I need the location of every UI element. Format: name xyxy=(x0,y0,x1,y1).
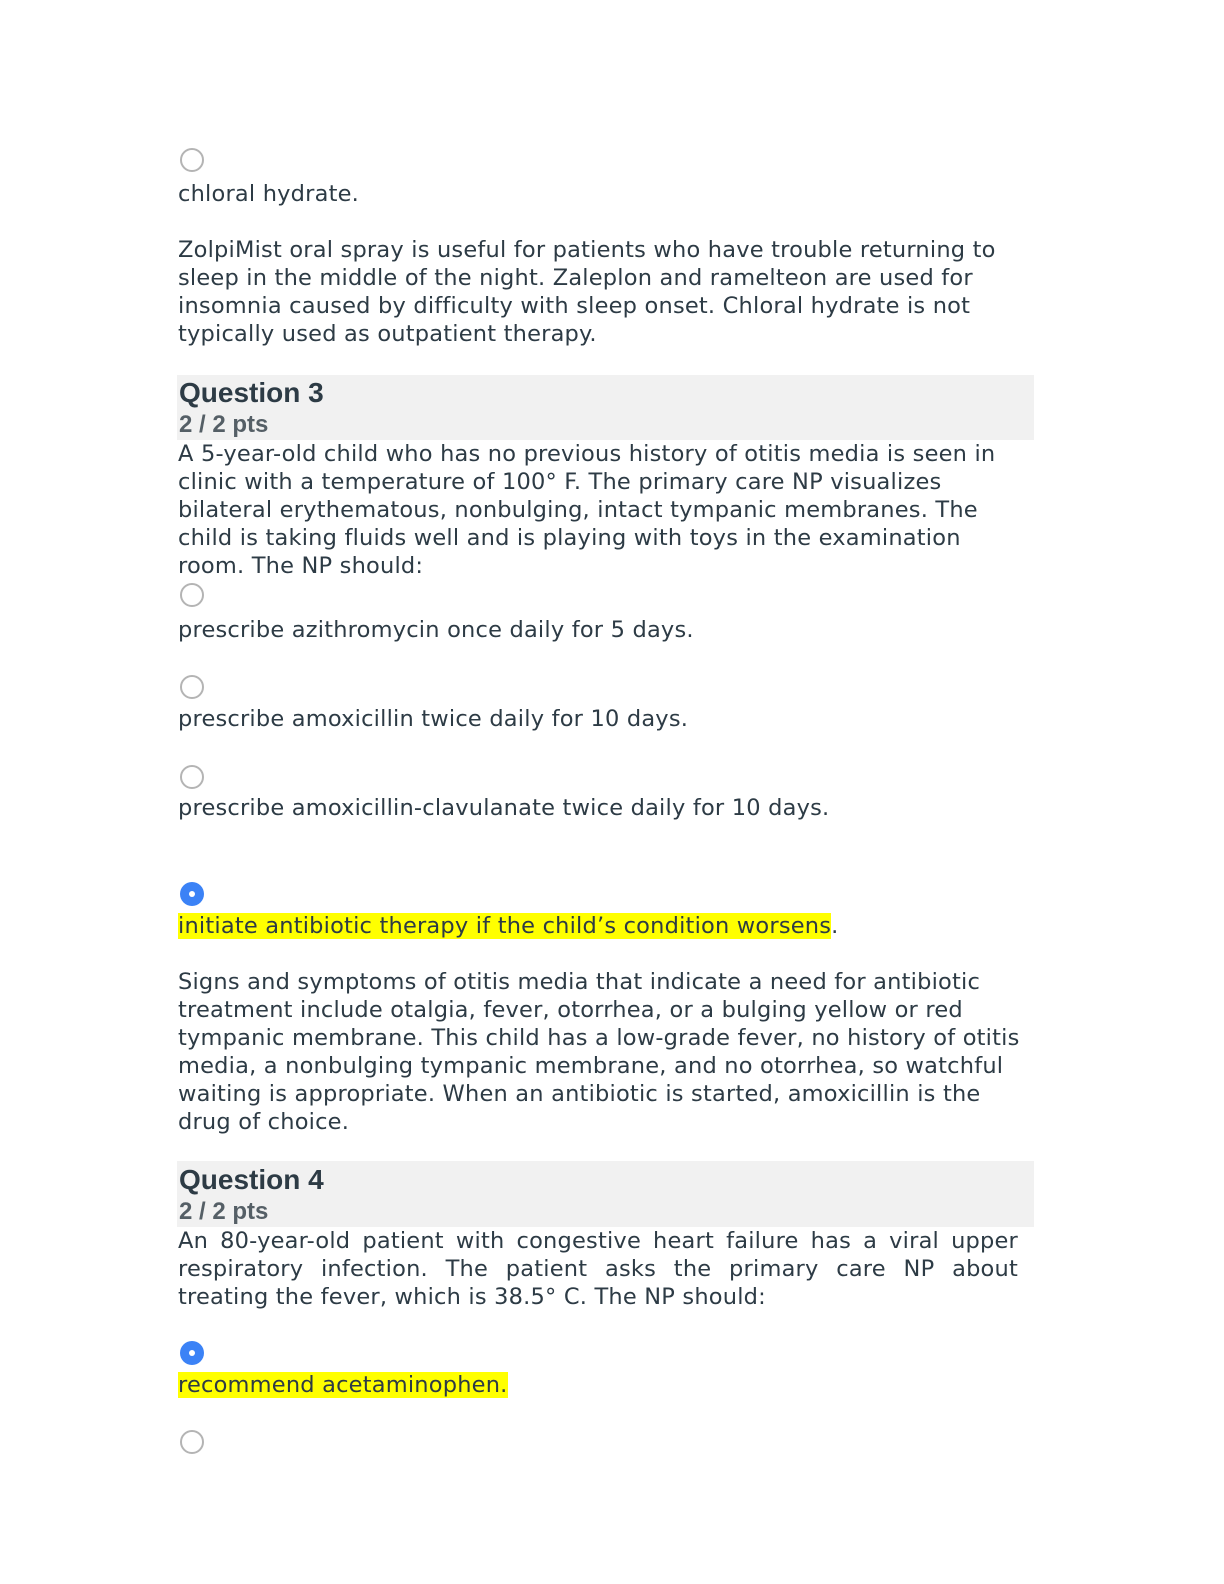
radio-option-azithromycin[interactable] xyxy=(180,583,204,607)
option-label: prescribe azithromycin once daily for 5 days. xyxy=(178,617,694,643)
question-text: An 80-year-old patient with congestive heart failure has a viral upper respiratory infection. The patient asks the primary care NP about treating the fever, which is 38.5° C. The NP should: xyxy=(178,1228,1018,1310)
radio-option-amoxicillin[interactable] xyxy=(180,675,204,699)
radio-option-next[interactable] xyxy=(180,1430,204,1454)
radio-chloral-hydrate[interactable] xyxy=(180,148,204,172)
answer-suffix: . xyxy=(831,913,839,939)
question-4-header xyxy=(177,1161,1034,1227)
highlighted-answer: recommend acetaminophen. xyxy=(178,1372,508,1398)
question-points: 2 / 2 pts xyxy=(179,1198,269,1225)
question-points: 2 / 2 pts xyxy=(179,411,269,438)
option-label: chloral hydrate. xyxy=(178,181,360,207)
question-3-header xyxy=(177,375,1034,440)
explanation-text: ZolpiMist oral spray is useful for patients who have trouble returning to sleep in the middle of the night. Zaleplon and ramelteon are used for insomnia caused by difficulty with sleep onset. Chloral hydrate is not typically used as outpatient therapy. xyxy=(178,237,996,347)
question-title: Question 3 xyxy=(179,377,324,408)
highlighted-answer: initiate antibiotic therapy if the child’s condition worsens xyxy=(178,913,832,939)
radio-option-initiate-antibiotic-selected[interactable] xyxy=(180,882,204,906)
option-label: prescribe amoxicillin-clavulanate twice daily for 10 days. xyxy=(178,795,830,821)
option-label-selected xyxy=(178,1371,508,1399)
radio-option-amoxicillin-clavulanate[interactable] xyxy=(180,765,204,789)
explanation-text: Signs and symptoms of otitis media that indicate a need for antibiotic treatment include otalgia, fever, otorrhea, or a bulging yellow or red tympanic membrane. This child has a low-grade fever, no history of otitis media, a nonbulging tympanic membrane, and no otorrhea, so watchful waiting is appropriate. When an antibiotic is started, amoxicillin is the drug of choice. xyxy=(178,969,1020,1135)
question-text: A 5-year-old child who has no previous history of otitis media is seen in clinic with a temperature of 100° F. The primary care NP visualizes bilateral erythematous, nonbulging, intact tympanic membranes. The child is taking fluids well and is playing with toys in the examination room. The NP should: xyxy=(178,441,996,579)
radio-option-acetaminophen-selected[interactable] xyxy=(180,1341,204,1365)
option-label-selected xyxy=(178,912,839,940)
question-title: Question 4 xyxy=(179,1164,324,1195)
option-label: prescribe amoxicillin twice daily for 10 days. xyxy=(178,706,689,732)
